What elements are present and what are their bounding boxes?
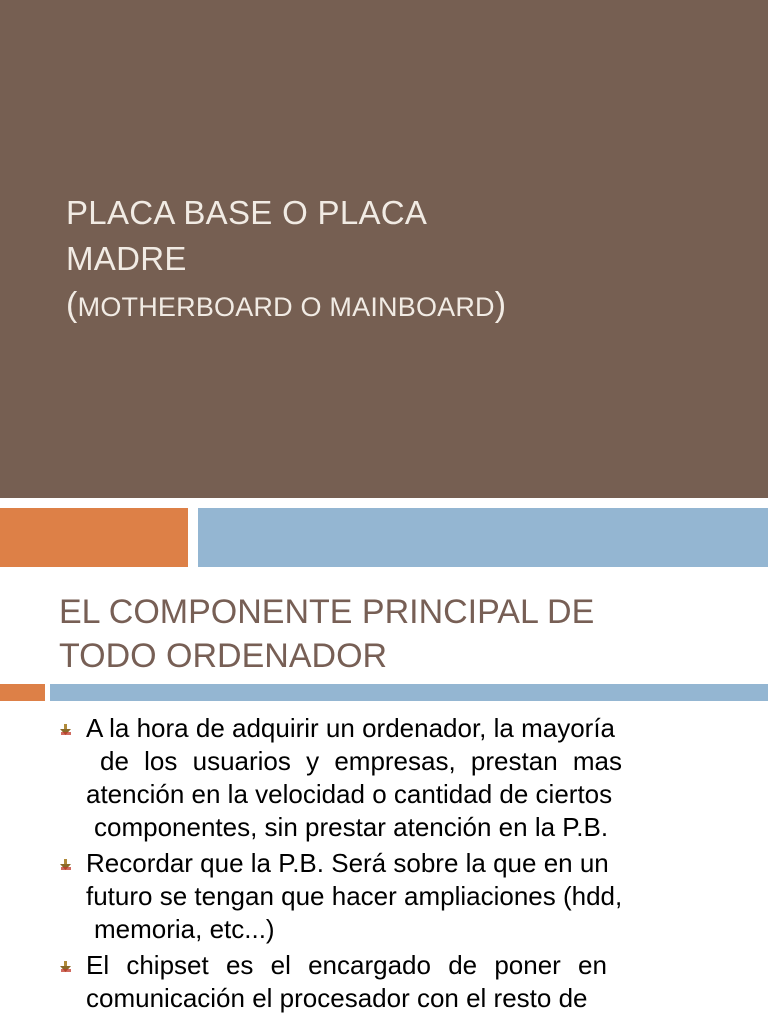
title-slide: [0, 0, 768, 498]
bullet-item: [0, 949, 768, 1015]
slide-heading: [59, 590, 749, 678]
bullet-text-line: atención en la velocidad o cantidad de ciertos: [86, 779, 613, 809]
title-subtitle: MOTHERBOARD O MAINBOARD: [77, 292, 495, 322]
bullet-list: [0, 712, 768, 1018]
title-line-1: PLACA BASE O PLACA: [66, 194, 428, 231]
bullet-text-line: componentes, sin prestar atención en la P.B.: [94, 812, 609, 842]
bullet-text-line: A la hora de adquirir un ordenador, la mayoría: [86, 713, 616, 743]
title-line-3: [66, 282, 686, 330]
divider-blue: [50, 684, 768, 701]
slide-title: [66, 190, 686, 330]
bullet-text-line: comunicación el procesador con el resto de: [86, 983, 588, 1013]
bullet-arrow-icon: [60, 859, 72, 871]
bullet-text-line: memoria, etc...): [94, 914, 275, 944]
bullet-text-line: de los usuarios y empresas, prestan mas: [100, 746, 622, 776]
bullet-text-line: futuro se tengan que hacer ampliaciones (hdd,: [86, 881, 623, 911]
bullet-text-line: Recordar que la P.B. Será sobre la que en un: [86, 848, 609, 878]
bullet-item: [0, 712, 768, 844]
title-close-paren: ): [494, 286, 507, 324]
divider-orange: [0, 684, 45, 701]
bullet-arrow-icon: [60, 961, 72, 973]
title-line-2: MADRE: [66, 240, 187, 277]
bullet-text-line: El chipset es el encargado de poner en: [86, 950, 607, 980]
accent-band-blue: [198, 508, 768, 567]
heading-line-1: EL COMPONENTE PRINCIPAL DE: [59, 593, 595, 631]
bullet-item: [0, 847, 768, 946]
title-open-paren: (: [66, 286, 78, 324]
heading-line-2: TODO ORDENADOR: [59, 637, 388, 675]
bullet-arrow-icon: [60, 724, 72, 736]
accent-band-orange: [0, 508, 188, 567]
